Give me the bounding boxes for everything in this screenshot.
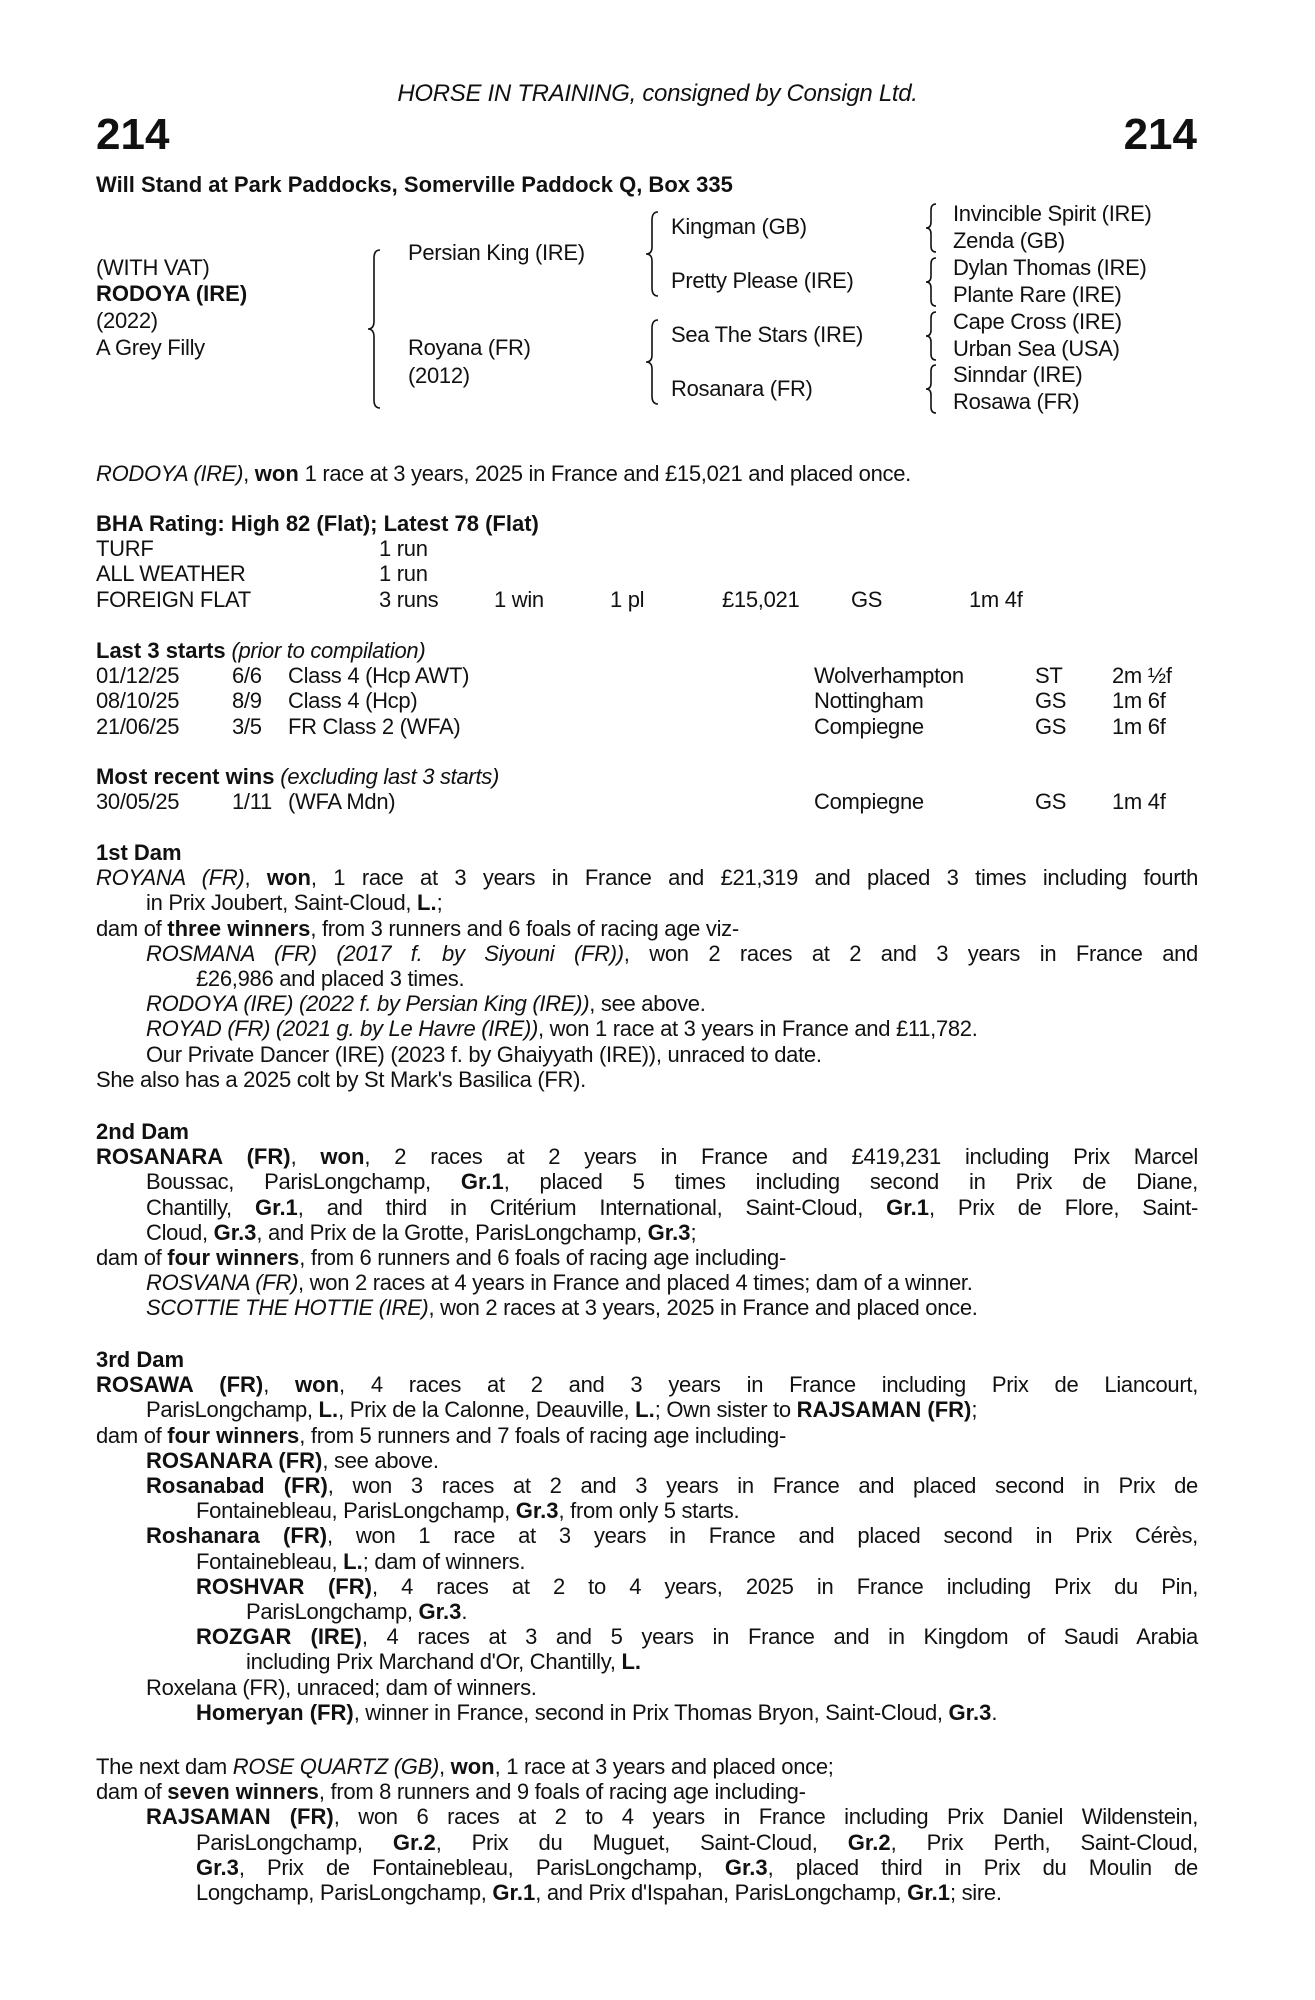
text: dam of bbox=[96, 915, 168, 941]
text-line bbox=[96, 1295, 1198, 1320]
text-line bbox=[96, 966, 1198, 991]
race-date: 30/05/25 bbox=[96, 789, 180, 815]
rating-going bbox=[851, 561, 969, 586]
text: , bbox=[439, 1754, 451, 1779]
text-line bbox=[96, 1855, 1198, 1880]
race-going: GS bbox=[1035, 789, 1067, 815]
bold-text: L. bbox=[621, 1649, 642, 1675]
sire: Persian King (IRE) bbox=[408, 240, 585, 265]
text: , see above. bbox=[589, 991, 706, 1017]
bold-text: won bbox=[295, 1372, 340, 1398]
race-pos: 1/11 bbox=[232, 789, 272, 815]
italic-text: ROYANA (FR) bbox=[96, 865, 245, 891]
second-dam-section bbox=[96, 1119, 1198, 1321]
text: , won 2 races at 3 years, 2025 in France and placed once. bbox=[428, 1295, 978, 1321]
rating-placed: 1 pl bbox=[610, 586, 645, 612]
bold-text: four winners bbox=[167, 1245, 300, 1271]
rating-label: TURF bbox=[96, 536, 154, 562]
grandparent: Kingman (GB) bbox=[671, 214, 807, 239]
text-line bbox=[96, 941, 1198, 966]
rating-heading: BHA Rating: High 82 (Flat); Latest 78 (Flat) bbox=[96, 511, 539, 536]
text-line bbox=[96, 1423, 1198, 1448]
bold-text: Gr.1 bbox=[492, 1880, 536, 1906]
text: dam of bbox=[96, 1779, 168, 1805]
great-grandparent: Dylan Thomas (IRE) bbox=[953, 255, 1147, 280]
rating-row bbox=[96, 536, 1198, 561]
bold-text: Homeryan (FR) bbox=[196, 1699, 354, 1725]
dam: Royana (FR) bbox=[408, 335, 531, 360]
last-starts-heading: Last 3 starts bbox=[96, 638, 226, 663]
text: , Prix de Flore, Saint- bbox=[928, 1194, 1198, 1220]
text: , from 3 runners and 6 foals of racing age viz- bbox=[310, 915, 739, 941]
italic-text: ROYAD (FR) (2021 g. by Le Havre (IRE)) bbox=[146, 1016, 539, 1042]
recent-wins-note: (excluding last 3 starts) bbox=[280, 764, 499, 789]
text: , Prix du Muguet, Saint-Cloud, bbox=[435, 1829, 848, 1855]
text-line bbox=[96, 1880, 1198, 1905]
bold-text: Gr.3 bbox=[196, 1854, 239, 1880]
text-line bbox=[96, 1270, 1198, 1295]
rating-wins bbox=[494, 536, 610, 561]
text-line bbox=[96, 1195, 1198, 1220]
rating-label: FOREIGN FLAT bbox=[96, 586, 251, 612]
text-line bbox=[96, 1804, 1198, 1829]
text: , won 6 races at 2 to 4 years in France including Prix Daniel Wildenstein, bbox=[333, 1804, 1199, 1830]
race-course: Compiegne bbox=[814, 789, 924, 815]
text: ; Own sister to bbox=[654, 1397, 797, 1423]
bold-text: won bbox=[450, 1754, 495, 1779]
text: , Prix de la Calonne, Deauville, bbox=[338, 1397, 636, 1423]
text-line bbox=[96, 1372, 1198, 1397]
text: ; dam of winners. bbox=[362, 1548, 526, 1574]
rating-going: GS bbox=[851, 586, 883, 612]
summary-won: won bbox=[254, 461, 299, 486]
vat-status: (WITH VAT) bbox=[96, 255, 210, 280]
stabling-location: Will Stand at Park Paddocks, Somerville Paddock Q, Box 335 bbox=[96, 172, 733, 197]
race-distance: 1m 4f bbox=[1112, 789, 1166, 815]
race-going: GS bbox=[1035, 713, 1067, 739]
text: , 4 races at 3 and 5 years in France and in Kingdom of Saudi Arabia bbox=[361, 1624, 1198, 1650]
bold-text: Gr.2 bbox=[392, 1829, 436, 1855]
text-line bbox=[96, 1144, 1198, 1169]
bold-text: won bbox=[320, 1144, 365, 1170]
rating-runs: 1 run bbox=[379, 536, 428, 562]
text: £26,986 and placed 3 times. bbox=[196, 966, 465, 992]
italic-text: RODOYA (IRE) (2022 f. by Persian King (IRE)) bbox=[146, 991, 590, 1017]
italic-text: ROSVANA (FR) bbox=[146, 1270, 299, 1296]
great-grandparent: Plante Rare (IRE) bbox=[953, 282, 1122, 307]
text-line bbox=[96, 1624, 1198, 1649]
text-line bbox=[96, 1245, 1198, 1270]
race-course: Wolverhampton bbox=[814, 663, 964, 689]
text: , bbox=[263, 1372, 296, 1398]
foaling-year: (2022) bbox=[96, 308, 158, 333]
race-race: FR Class 2 (WFA) bbox=[288, 713, 461, 739]
text: Fontainebleau, ParisLongchamp, bbox=[196, 1498, 516, 1524]
italic-text: ROSMANA (FR) (2017 f. by Siyouni (FR)) bbox=[146, 940, 624, 966]
last-starts-note: (prior to compilation) bbox=[231, 638, 426, 663]
text: ParisLongchamp, bbox=[246, 1599, 419, 1625]
text: , and Prix de la Grotte, ParisLongchamp, bbox=[256, 1219, 648, 1245]
text-line bbox=[96, 1574, 1198, 1599]
bold-text: ROSANARA (FR) bbox=[96, 1144, 291, 1170]
text: , Prix de Fontainebleau, ParisLongchamp, bbox=[238, 1854, 725, 1880]
text: Roxelana (FR), unraced; dam of winners. bbox=[146, 1674, 537, 1700]
text: ; bbox=[971, 1397, 978, 1423]
text: , placed 5 times including second in Prix de Diane, bbox=[503, 1169, 1198, 1195]
text-line bbox=[96, 1779, 1198, 1804]
race-distance: 1m 6f bbox=[1112, 688, 1166, 714]
italic-text: ROSE QUARTZ (GB) bbox=[232, 1754, 439, 1779]
text: , won 1 race at 3 years in France and placed second in Prix Cérès, bbox=[327, 1523, 1198, 1549]
last-starts-row bbox=[96, 688, 1198, 713]
text: The next dam bbox=[96, 1754, 233, 1779]
text: , won 3 races at 2 and 3 years in France and placed second in Prix de bbox=[327, 1473, 1198, 1499]
race-going: GS bbox=[1035, 688, 1067, 714]
text-line bbox=[96, 1397, 1198, 1422]
bold-text: ROZGAR (IRE) bbox=[196, 1624, 362, 1650]
rating-going bbox=[851, 536, 969, 561]
next-dam-section bbox=[96, 1754, 1198, 1905]
bold-text: Gr.3 bbox=[724, 1854, 768, 1880]
great-grandparent: Cape Cross (IRE) bbox=[953, 309, 1122, 334]
bold-text: L. bbox=[343, 1548, 363, 1574]
text: , and Prix d'Ispahan, ParisLongchamp, bbox=[535, 1880, 908, 1906]
race-date: 01/12/25 bbox=[96, 663, 180, 689]
bold-text: Gr.1 bbox=[254, 1194, 298, 1220]
race-distance: 1m 6f bbox=[1112, 713, 1166, 739]
text: , from 6 runners and 6 foals of racing age including- bbox=[299, 1245, 787, 1271]
race-course: Nottingham bbox=[814, 688, 924, 714]
text: , 4 races at 2 to 4 years, 2025 in France including Prix du Pin, bbox=[371, 1573, 1198, 1599]
bold-text: three winners bbox=[167, 915, 311, 941]
text-line bbox=[96, 1473, 1198, 1498]
race-pos: 3/5 bbox=[232, 713, 262, 739]
text-line bbox=[96, 1042, 1198, 1067]
text: Boussac, ParisLongchamp, bbox=[146, 1169, 461, 1195]
race-course: Compiegne bbox=[814, 713, 924, 739]
text: ParisLongchamp, bbox=[196, 1829, 393, 1855]
bold-text: L. bbox=[417, 890, 437, 916]
race-race: Class 4 (Hcp) bbox=[288, 688, 418, 714]
rating-runs: 1 run bbox=[379, 561, 428, 587]
text: , bbox=[290, 1144, 321, 1170]
text-line bbox=[96, 1220, 1198, 1245]
bold-text: Gr.3 bbox=[948, 1699, 992, 1725]
text: , 1 race at 3 years and placed once; bbox=[494, 1754, 834, 1779]
text-line bbox=[96, 1754, 1198, 1779]
recent-wins-section bbox=[96, 764, 1198, 814]
rating-section bbox=[96, 511, 1198, 612]
text-line bbox=[96, 1675, 1198, 1700]
text: Fontainebleau, bbox=[196, 1548, 344, 1574]
text-line bbox=[96, 1067, 1198, 1092]
text-line bbox=[96, 1498, 1198, 1523]
bold-text: ROSAWA (FR) bbox=[96, 1372, 264, 1398]
text: , and third in Critérium International, Saint-Cloud, bbox=[297, 1194, 887, 1220]
rating-row bbox=[96, 587, 1198, 612]
text-line bbox=[96, 1523, 1198, 1548]
rating-label: ALL WEATHER bbox=[96, 561, 246, 587]
dam-year: (2012) bbox=[408, 363, 470, 388]
text: . bbox=[991, 1699, 998, 1725]
bold-text: won bbox=[266, 865, 311, 891]
rating-prize bbox=[722, 561, 851, 586]
text: , see above. bbox=[322, 1447, 439, 1473]
text-line bbox=[96, 991, 1198, 1016]
text: , Prix Perth, Saint-Cloud, bbox=[890, 1829, 1198, 1855]
text: Our Private Dancer (IRE) (2023 f. by Ghaiyyath (IRE)), unraced to date. bbox=[146, 1041, 822, 1067]
text-line bbox=[96, 1169, 1198, 1194]
bold-text: four winners bbox=[167, 1422, 300, 1448]
race-date: 21/06/25 bbox=[96, 713, 180, 739]
recent-wins-row bbox=[96, 789, 1198, 814]
bold-text: Gr.3 bbox=[213, 1219, 257, 1245]
great-grandparent: Sinndar (IRE) bbox=[953, 362, 1083, 387]
text: , from 5 runners and 7 foals of racing age including- bbox=[299, 1422, 787, 1448]
text: dam of bbox=[96, 1422, 168, 1448]
summary-horse-name: RODOYA (IRE) bbox=[96, 461, 244, 486]
race-race: Class 4 (Hcp AWT) bbox=[288, 663, 470, 689]
text-line bbox=[96, 1599, 1198, 1624]
bold-text: L. bbox=[318, 1397, 339, 1423]
text: , 1 race at 3 years in France and £21,319 and placed 3 times including fourth bbox=[310, 865, 1199, 891]
text-line bbox=[96, 1649, 1198, 1674]
race-going: ST bbox=[1035, 663, 1063, 689]
bold-text: Rosanabad (FR) bbox=[146, 1473, 328, 1499]
rating-placed bbox=[610, 536, 722, 561]
text-line bbox=[96, 916, 1198, 941]
text: , bbox=[244, 865, 267, 891]
bold-text: Gr.1 bbox=[460, 1169, 504, 1195]
section-heading: 3rd Dam bbox=[96, 1347, 185, 1372]
text-line bbox=[96, 865, 1198, 890]
text: ; bbox=[436, 890, 443, 916]
italic-text: SCOTTIE THE HOTTIE (IRE) bbox=[146, 1295, 429, 1321]
bold-text: Gr.3 bbox=[515, 1498, 559, 1524]
text: , won 1 race at 3 years in France and £11,782. bbox=[538, 1016, 978, 1042]
text-line bbox=[96, 1549, 1198, 1574]
rating-placed bbox=[610, 561, 722, 586]
text-line bbox=[96, 1016, 1198, 1041]
grandparent: Sea The Stars (IRE) bbox=[671, 322, 863, 347]
section-heading: 2nd Dam bbox=[96, 1119, 189, 1144]
rating-runs: 3 runs bbox=[379, 586, 439, 612]
third-dam-section bbox=[96, 1347, 1198, 1725]
bold-text: ROSANARA (FR) bbox=[146, 1447, 323, 1473]
text: . bbox=[461, 1599, 468, 1625]
great-grandparent: Urban Sea (USA) bbox=[953, 336, 1120, 361]
text: in Prix Joubert, Saint-Cloud, bbox=[146, 890, 418, 916]
rating-distance: 1m 4f bbox=[969, 586, 1023, 612]
bold-text: ROSHVAR (FR) bbox=[196, 1573, 372, 1599]
text: , 2 races at 2 years in France and £419,231 including Prix Marcel bbox=[364, 1144, 1199, 1170]
bold-text: Gr.3 bbox=[647, 1219, 691, 1245]
rating-prize: £15,021 bbox=[722, 586, 800, 612]
rating-wins bbox=[494, 561, 610, 586]
section-heading: 1st Dam bbox=[96, 840, 182, 865]
text: ParisLongchamp, bbox=[146, 1397, 319, 1423]
text: , won 2 races at 4 years in France and placed 4 times; dam of a winner. bbox=[298, 1270, 973, 1296]
bold-text: seven winners bbox=[167, 1779, 319, 1805]
great-grandparent: Invincible Spirit (IRE) bbox=[953, 201, 1152, 226]
text: , 4 races at 2 and 3 years in France including Prix de Liancourt, bbox=[339, 1372, 1199, 1398]
rating-prize bbox=[722, 536, 851, 561]
bold-text: Gr.3 bbox=[418, 1599, 462, 1625]
bold-text: Gr.1 bbox=[907, 1880, 950, 1906]
race-pos: 8/9 bbox=[232, 688, 262, 714]
text: dam of bbox=[96, 1245, 168, 1271]
text: Longchamp, ParisLongchamp, bbox=[196, 1880, 493, 1906]
race-date: 08/10/25 bbox=[96, 688, 180, 714]
text-line bbox=[96, 890, 1198, 915]
recent-wins-heading: Most recent wins bbox=[96, 764, 275, 789]
text: including Prix Marchand d'Or, Chantilly, bbox=[246, 1649, 622, 1675]
bold-text: L. bbox=[635, 1397, 655, 1423]
summary-text: 1 race at 3 years, 2025 in France and £15,021 and placed once. bbox=[298, 461, 911, 486]
text: , winner in France, second in Prix Thomas Bryon, Saint-Cloud, bbox=[353, 1699, 949, 1725]
bold-text: RAJSAMAN (FR) bbox=[796, 1397, 972, 1423]
bold-text: RAJSAMAN (FR) bbox=[146, 1804, 334, 1830]
grandparent: Rosanara (FR) bbox=[671, 376, 813, 401]
bold-text: Gr.1 bbox=[886, 1194, 929, 1220]
text-line bbox=[96, 1700, 1198, 1725]
race-race: (WFA Mdn) bbox=[288, 789, 396, 815]
horse-description: A Grey Filly bbox=[96, 335, 205, 360]
great-grandparent: Rosawa (FR) bbox=[953, 389, 1080, 414]
text: , placed third in Prix du Moulin de bbox=[767, 1854, 1198, 1880]
last-starts-row bbox=[96, 663, 1198, 688]
text: , from 8 runners and 9 foals of racing age including- bbox=[318, 1779, 806, 1805]
first-dam-section bbox=[96, 840, 1198, 1092]
race-summary: RODOYA (IRE), won 1 race at 3 years, 2025 in France and £15,021 and placed once. bbox=[96, 461, 911, 486]
text: , won 2 races at 2 and 3 years in France and bbox=[623, 940, 1198, 966]
bold-text: Roshanara (FR) bbox=[146, 1523, 328, 1549]
great-grandparent: Zenda (GB) bbox=[953, 228, 1065, 253]
race-pos: 6/6 bbox=[232, 663, 262, 689]
last-starts-row bbox=[96, 714, 1198, 739]
text: ; sire. bbox=[949, 1880, 1002, 1906]
lot-number-right: 214 bbox=[1123, 110, 1197, 159]
text: Cloud, bbox=[146, 1219, 214, 1245]
horse-name: RODOYA (IRE) bbox=[96, 281, 248, 306]
catalogue-header: HORSE IN TRAINING, consigned by Consign Ltd. bbox=[397, 80, 918, 107]
pedigree-table bbox=[0, 200, 1315, 430]
text: ; bbox=[690, 1219, 697, 1245]
text: , from only 5 starts. bbox=[558, 1498, 740, 1524]
text-line bbox=[96, 1830, 1198, 1855]
grandparent: Pretty Please (IRE) bbox=[671, 268, 854, 293]
rating-wins: 1 win bbox=[494, 586, 544, 612]
bold-text: Gr.2 bbox=[847, 1829, 891, 1855]
race-distance: 2m ½f bbox=[1112, 663, 1172, 689]
text: She also has a 2025 colt by St Mark's Basilica (FR). bbox=[96, 1066, 586, 1092]
text-line bbox=[96, 1448, 1198, 1473]
last-starts-section bbox=[96, 638, 1198, 739]
rating-row bbox=[96, 561, 1198, 586]
text: Chantilly, bbox=[146, 1194, 255, 1220]
lot-number-left: 214 bbox=[96, 110, 170, 159]
